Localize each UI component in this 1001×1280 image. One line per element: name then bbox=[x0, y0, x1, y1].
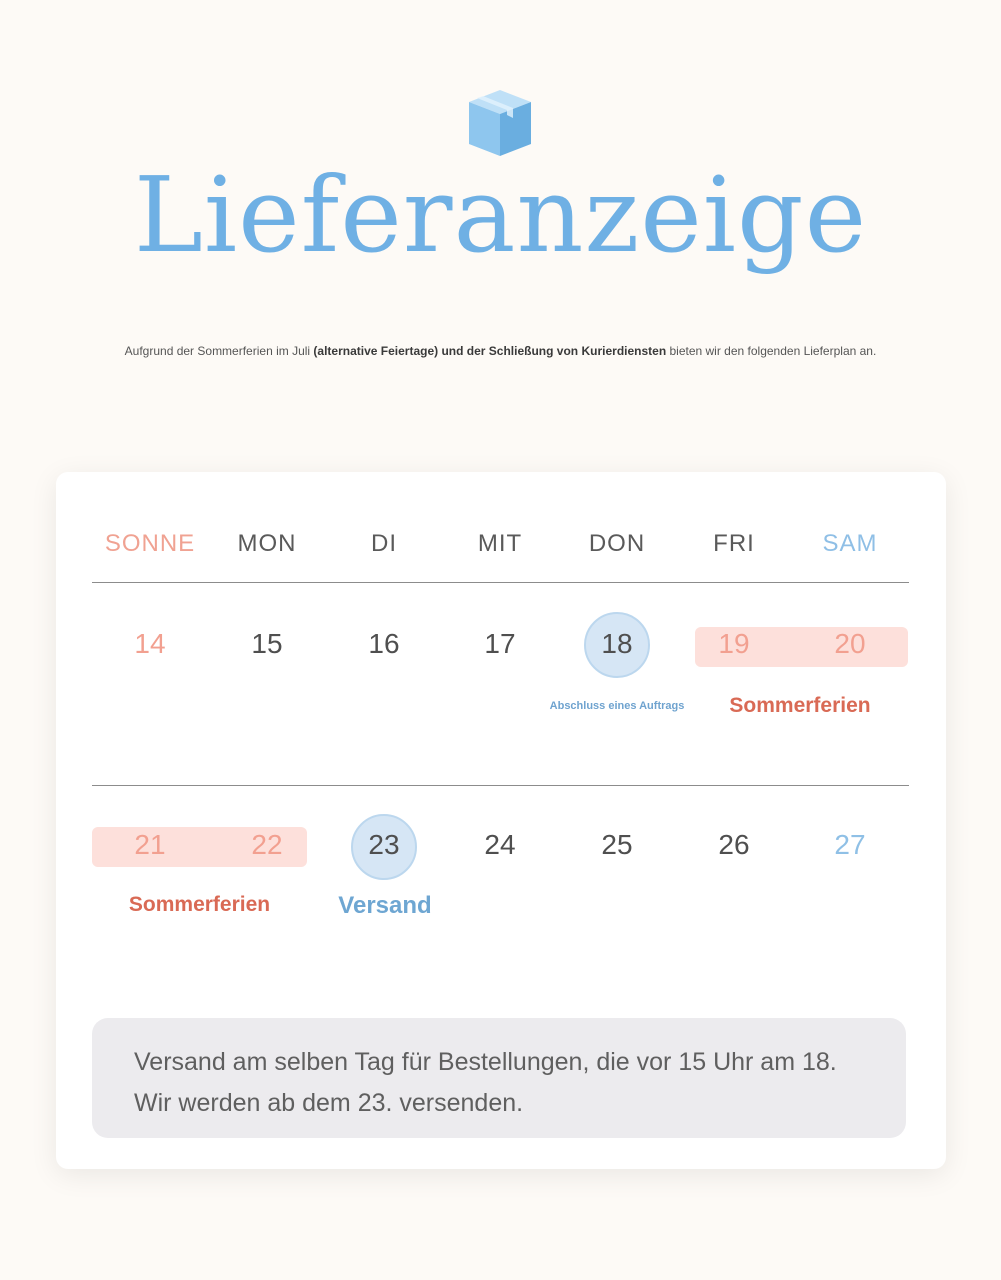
shipping-note-line1: Versand am selben Tag für Bestellungen, die vor 15 Uhr am 18. bbox=[134, 1048, 837, 1076]
day-20: 20 bbox=[834, 628, 866, 659]
weekday-tuesday: DI bbox=[371, 530, 397, 557]
weekday-friday: FRI bbox=[713, 530, 755, 557]
weekday-monday: MON bbox=[237, 530, 297, 557]
day-22: 22 bbox=[251, 829, 283, 860]
weekday-thursday: DON bbox=[588, 530, 646, 557]
shipping-label: Versand bbox=[338, 892, 432, 919]
weekday-sunday: SONNE bbox=[104, 530, 196, 557]
holiday-label-week1: Sommerferien bbox=[729, 694, 871, 717]
holiday-label-week2: Sommerferien bbox=[128, 893, 271, 916]
day-24: 24 bbox=[484, 829, 516, 860]
day-16: 16 bbox=[368, 628, 400, 659]
shipping-note-line2: Wir werden ab dem 23. versenden. bbox=[134, 1089, 524, 1117]
order-deadline-label: Abschluss eines Auftrags bbox=[549, 700, 685, 712]
day-18: 18 bbox=[601, 628, 633, 659]
package-box-icon bbox=[467, 88, 533, 158]
day-27: 27 bbox=[834, 829, 866, 860]
intro-text-end: bieten wir den folgenden Lieferplan an. bbox=[666, 344, 877, 358]
day-25: 25 bbox=[601, 829, 633, 860]
intro-text-bold: (alternative Feiertage) und der Schließung von Kurierdiensten bbox=[313, 344, 667, 358]
weekday-saturday: SAM bbox=[822, 530, 878, 557]
day-26: 26 bbox=[718, 829, 750, 860]
day-21: 21 bbox=[134, 829, 166, 860]
header-divider bbox=[92, 582, 909, 583]
weekday-wednesday: MIT bbox=[477, 530, 523, 557]
day-19: 19 bbox=[718, 628, 750, 659]
shipping-note bbox=[92, 1018, 906, 1138]
day-23: 23 bbox=[368, 829, 400, 860]
intro-text bbox=[0, 344, 1001, 358]
day-15: 15 bbox=[251, 628, 283, 659]
day-14: 14 bbox=[134, 628, 166, 659]
intro-text-start: Aufgrund der Sommerferien im Juli bbox=[124, 344, 314, 358]
page-title: Lieferanzeige bbox=[133, 154, 868, 276]
week-divider bbox=[92, 785, 909, 786]
calendar-card bbox=[56, 472, 946, 1169]
day-17: 17 bbox=[484, 628, 516, 659]
